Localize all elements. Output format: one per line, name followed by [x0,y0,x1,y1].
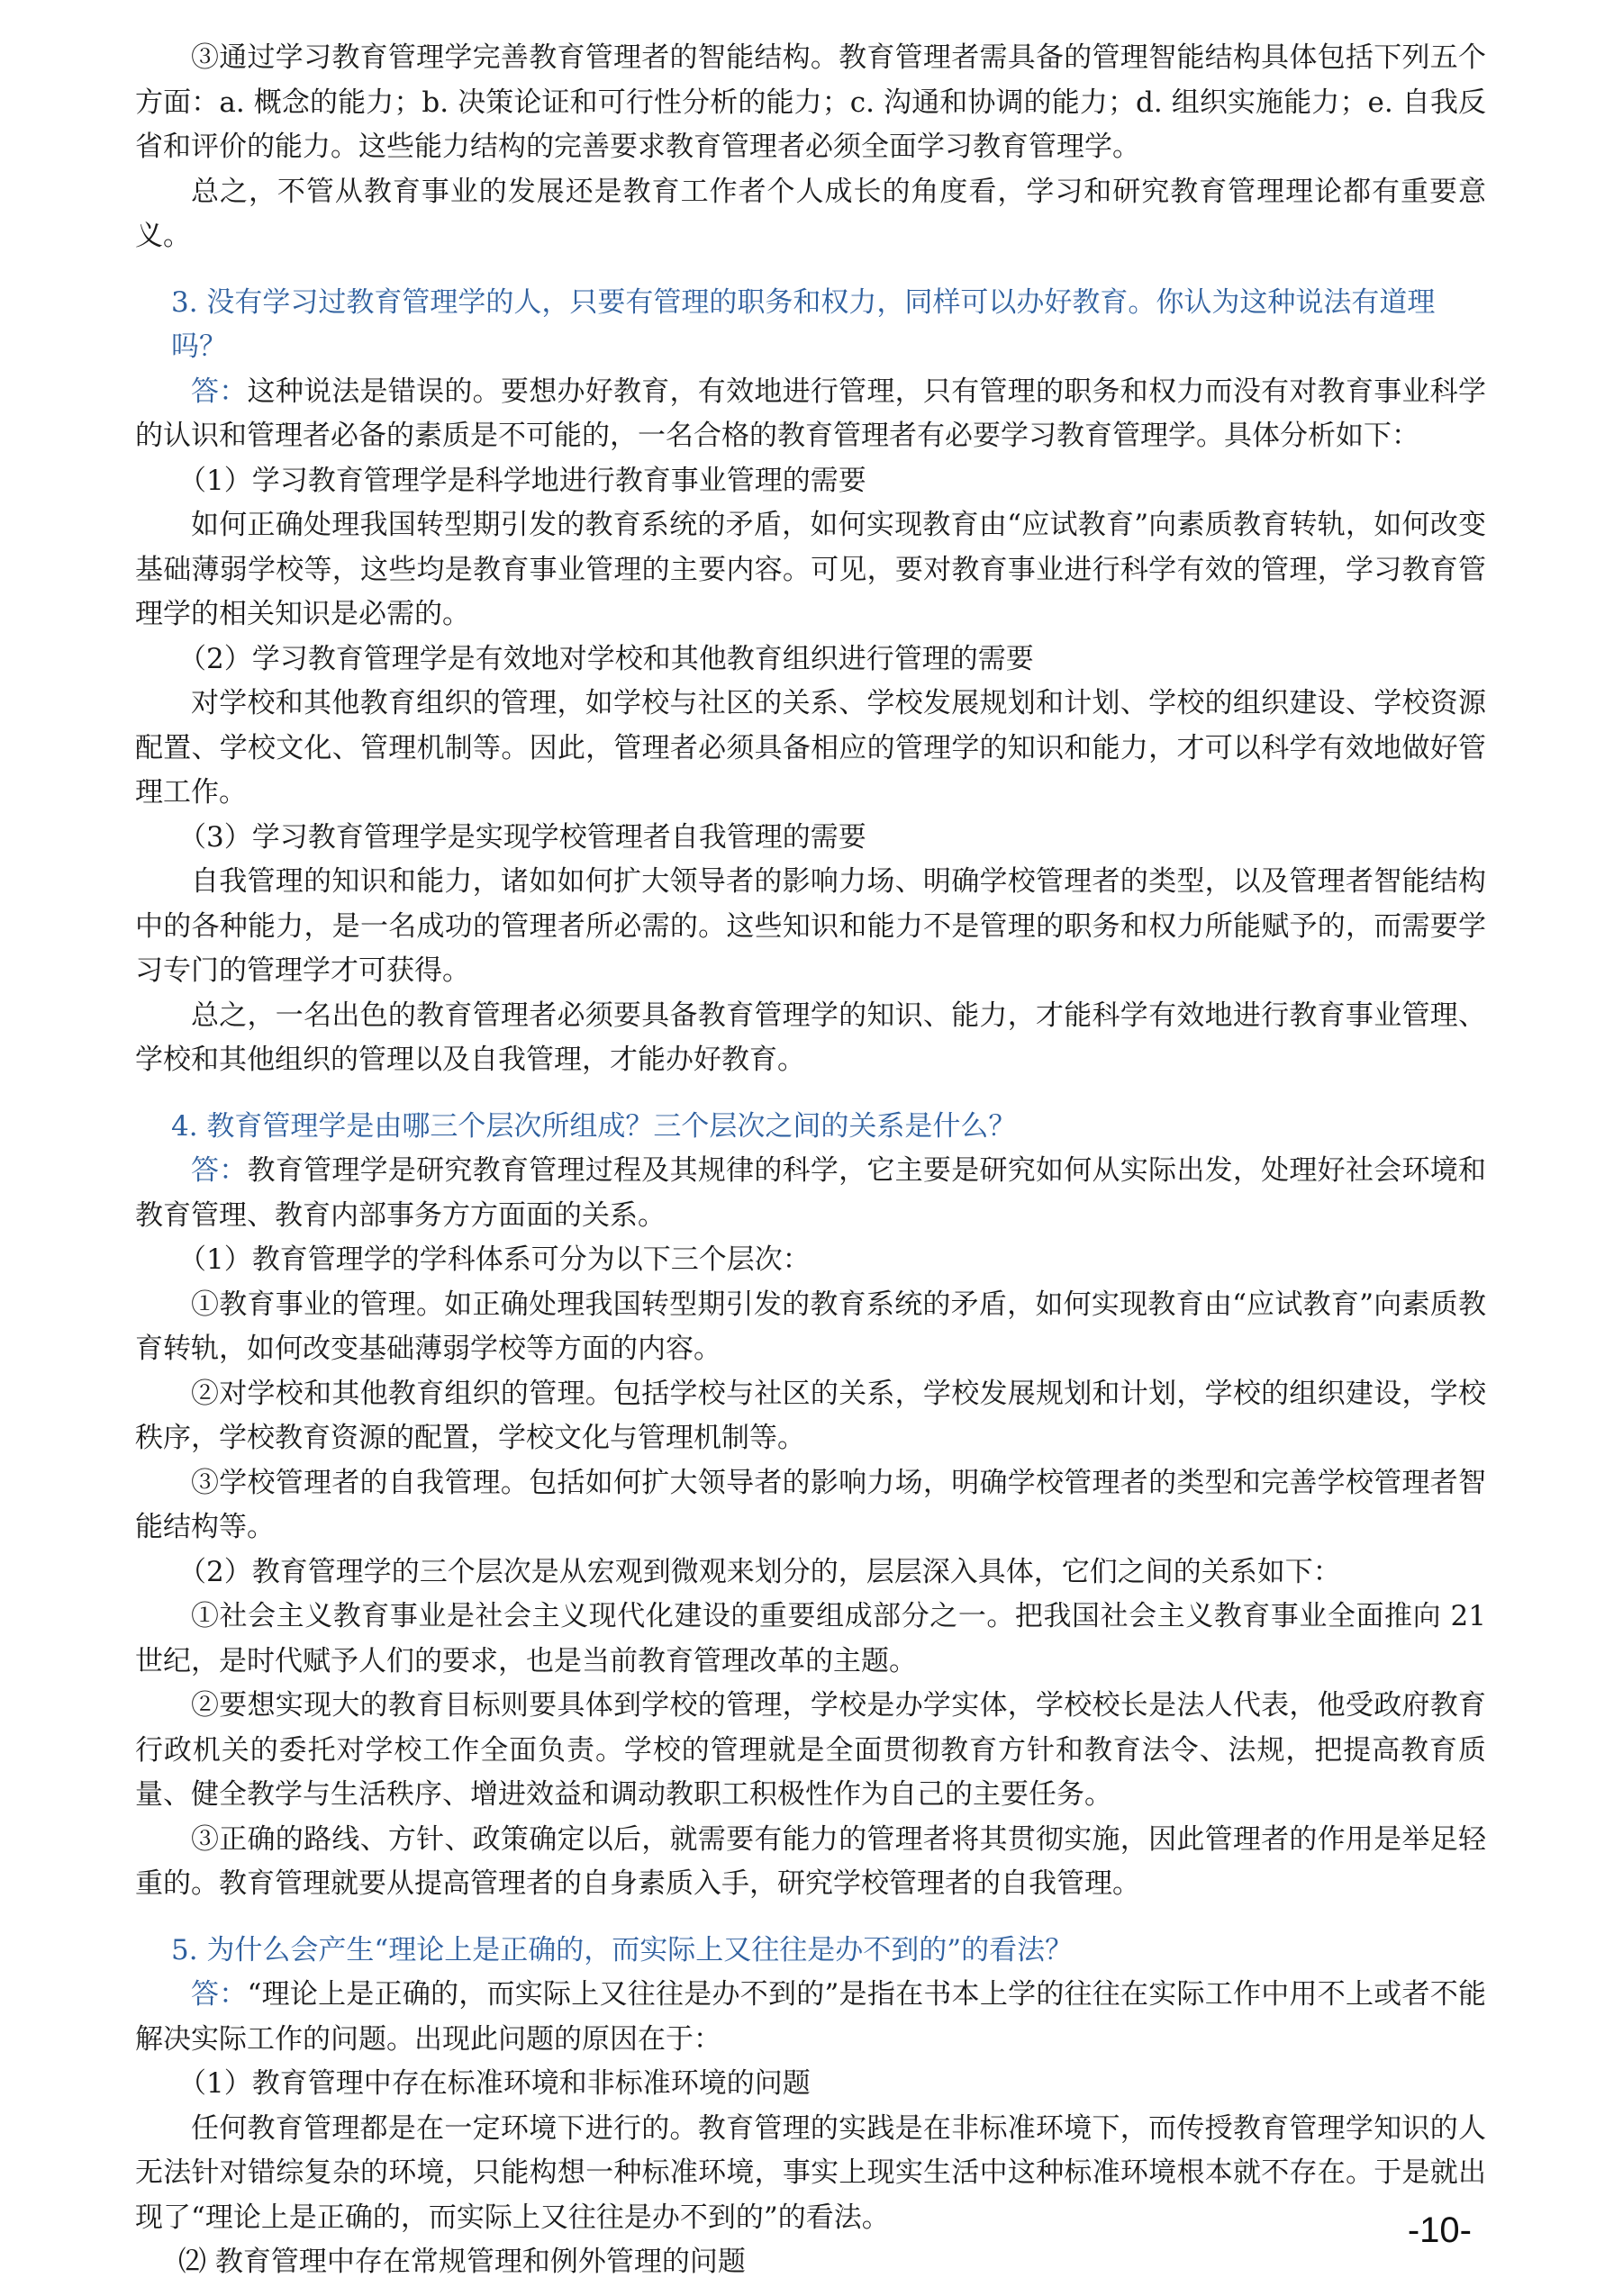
answer-label: 答： [191,1154,248,1187]
question-heading: 3. 没有学习过教育管理学的人，只要有管理的职务和权力，同样可以办好教育。你认为这种说法有道理吗？ [171,285,1436,363]
answer-paragraph [135,370,1486,459]
subheading: （2）教育管理学的三个层次是从宏观到微观来划分的，层层深入具体，它们之间的关系如下： [178,1555,1341,1588]
document-body [135,36,1486,2285]
question-heading: 4. 教育管理学是由哪三个层次所组成？三个层次之间的关系是什么？ [171,1109,1017,1143]
paragraph: ①教育事业的管理。如正确处理我国转型期引发的教育系统的矛盾，如何实现教育由“应试教育”向素质教育转轨，如何改变基础薄弱学校等方面的内容。 [135,1288,1486,1365]
question-heading: 5. 为什么会产生“理论上是正确的，而实际上又往往是办不到的”的看法？ [171,1933,1074,1966]
paragraph: ③学校管理者的自我管理。包括如何扩大领导者的影响力场，明确学校管理者的类型和完善学校管理者智能结构等。 [135,1466,1486,1543]
page-number: -10- [1407,2210,1472,2250]
paragraph: 任何教育管理都是在一定环境下进行的。教育管理的实践是在非标准环境下，而传授教育管理学知识的人无法针对错综复杂的环境，只能构想一种标准环境，事实上现实生活中这种标准环境根本就不存在。于是就出现了“理论上是正确的，而实际上又往往是办不到的”的看法。 [135,2111,1486,2234]
answer-paragraph [135,1149,1486,1238]
paragraph: ③正确的路线、方针、政策确定以后，就需要有能力的管理者将其贯彻实施，因此管理者的作用是举足轻重的。教育管理就要从提高管理者的自身素质入手，研究学校管理者的自我管理。 [135,1822,1486,1900]
answer-text: 教育管理学是研究教育管理过程及其规律的科学，它主要是研究如何从实际出发，处理好社会环境和教育管理、教育内部事务方方面面的关系。 [135,1154,1487,1232]
subheading: （3）学习教育管理学是实现学校管理者自我管理的需要 [178,820,866,854]
paragraph: 总之，一名出色的教育管理者必须要具备教育管理学的知识、能力，才能科学有效地进行教育事业管理、学校和其他组织的管理以及自我管理，才能办好教育。 [135,999,1486,1076]
answer-paragraph [135,1973,1486,2062]
subheading: （1）学习教育管理学是科学地进行教育事业管理的需要 [178,464,866,497]
paragraph: 总之，不管从教育事业的发展还是教育工作者个人成长的角度看，学习和研究教育管理理论都有重要意义。 [135,175,1486,252]
answer-text: 这种说法是错误的。要想办好教育，有效地进行管理，只有管理的职务和权力而没有对教育事业科学的认识和管理者必备的素质是不可能的，一名合格的教育管理者有必要学习教育管理学。具体分析如下： [135,375,1487,452]
answer-label: 答： [191,375,248,408]
paragraph: ②对学校和其他教育组织的管理。包括学校与社区的关系，学校发展规划和计划，学校的组织建设，学校秩序，学校教育资源的配置，学校文化与管理机制等。 [135,1377,1486,1454]
paragraph: 如何正确处理我国转型期引发的教育系统的矛盾，如何实现教育由“应试教育”向素质教育转轨，如何改变基础薄弱学校等，这些均是教育事业管理的主要内容。可见，要对教育事业进行科学有效的管理，学习教育管理学的相关知识是必需的。 [135,509,1486,630]
subheading: ⑵ 教育管理中存在常规管理和例外管理的问题 [178,2246,746,2278]
paragraph: ③通过学习教育管理学完善教育管理者的智能结构。教育管理者需具备的管理智能结构具体包括下列五个方面：a. 概念的能力；b. 决策论证和可行性分析的能力；c. 沟通和协调的能力；d. 组织实施能力；e. 自我反省和评价的能力。这些能力结构的完善要求教育管理者必须全面学习教育管理学。 [135,41,1486,163]
answer-label: 答： [191,1978,248,2011]
subheading: （1）教育管理中存在标准环境和非标准环境的问题 [178,2067,811,2100]
paragraph: 自我管理的知识和能力，诸如如何扩大领导者的影响力场、明确学校管理者的类型，以及管理者智能结构中的各种能力，是一名成功的管理者所必需的。这些知识和能力不是管理的职务和权力所能赋予的，而需要学习专门的管理学才可获得。 [135,865,1486,987]
subheading: （2）学习教育管理学是有效地对学校和其他教育组织进行管理的需要 [178,642,1034,675]
answer-text: “理论上是正确的，而实际上又往往是办不到的”是指在书本上学的往往在实际工作中用不上或者不能解决实际工作的问题。出现此问题的原因在于： [135,1978,1486,2056]
paragraph: 对学校和其他教育组织的管理，如学校与社区的关系、学校发展规划和计划、学校的组织建设、学校资源配置、学校文化、管理机制等。因此，管理者必须具备相应的管理学的知识和能力，才可以科学有效地做好管理工作。 [135,687,1486,809]
paragraph: ②要想实现大的教育目标则要具体到学校的管理，学校是办学实体，学校校长是法人代表，他受政府教育行政机关的委托对学校工作全面负责。学校的管理就是全面贯彻教育方针和教育法令、法规，把提高教育质量、健全教学与生活秩序、增进效益和调动教职工积极性作为自己的主要任务。 [135,1689,1486,1811]
subheading: （1）教育管理学的学科体系可分为以下三个层次： [178,1243,811,1276]
paragraph: ①社会主义教育事业是社会主义现代化建设的重要组成部分之一。把我国社会主义教育事业全面推向 21 世纪，是时代赋予人们的要求，也是当前教育管理改革的主题。 [135,1600,1486,1677]
